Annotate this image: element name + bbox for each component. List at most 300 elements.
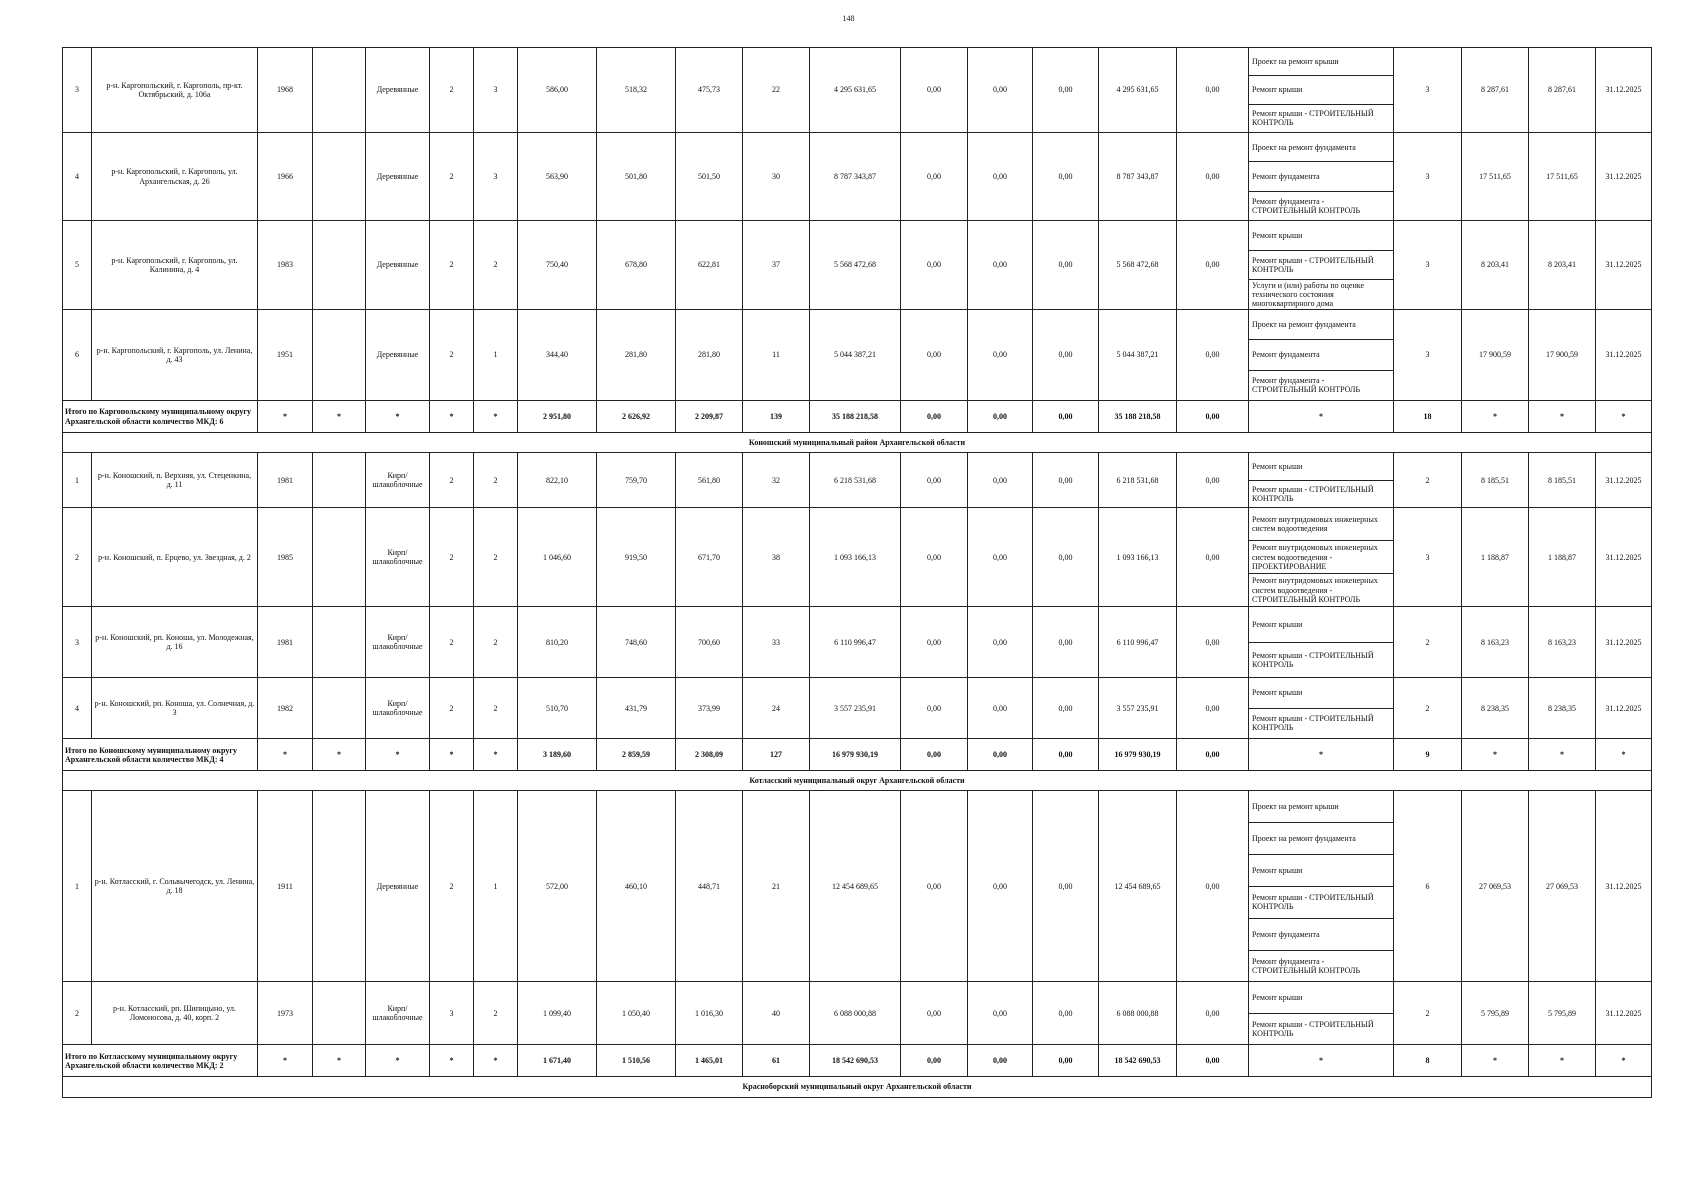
cell-year2 — [313, 982, 366, 1045]
cell-f1: 0,00 — [901, 310, 968, 401]
cell-f1: 0,00 — [901, 508, 968, 607]
cell-residents: 11 — [743, 310, 810, 401]
cell-works-count: 2 — [1394, 982, 1462, 1045]
work-item: Ремонт крыши - СТРОИТЕЛЬНЫЙ КОНТРОЛЬ — [1252, 714, 1374, 733]
cell-area-res: 1 016,30 — [676, 982, 743, 1045]
cell-floors: 2 — [430, 508, 474, 607]
work-item: Ремонт фундамента - СТРОИТЕЛЬНЫЙ КОНТРОЛЬ — [1252, 376, 1361, 395]
work-item: Проект на ремонт фундамента — [1249, 310, 1393, 340]
cell-works-count: 2 — [1394, 607, 1462, 678]
total-s2: * — [313, 1045, 366, 1077]
cell-deadline: 31.12.2025 — [1596, 791, 1652, 982]
section-title: Красноборский муниципальный округ Архангельской области — [63, 1077, 1652, 1097]
works-list — [1249, 221, 1393, 309]
works-list-cell — [1249, 607, 1394, 678]
total-s9: * — [1596, 739, 1652, 771]
total-area-living: 2 859,59 — [597, 739, 676, 771]
cell-entrances: 2 — [474, 982, 518, 1045]
total-f3: 0,00 — [1033, 739, 1099, 771]
total-f5: 0,00 — [1177, 739, 1249, 771]
cell-year2 — [313, 48, 366, 133]
total-s9: * — [1596, 1045, 1652, 1077]
cell-f3: 0,00 — [1033, 221, 1099, 310]
cell-cost: 3 557 235,91 — [810, 678, 901, 739]
cell-f1: 0,00 — [901, 678, 968, 739]
cell-area-total: 344,40 — [518, 310, 597, 401]
cell-f5: 0,00 — [1177, 48, 1249, 133]
cell-unit1: 8 163,23 — [1462, 607, 1529, 678]
work-item: Ремонт фундамента - СТРОИТЕЛЬНЫЙ КОНТРОЛЬ — [1252, 196, 1361, 215]
total-f1: 0,00 — [901, 1045, 968, 1077]
cell-entrances: 3 — [474, 48, 518, 133]
work-item: Ремонт фундамента — [1249, 919, 1393, 951]
cell-year: 1981 — [258, 453, 313, 508]
works-list — [1249, 982, 1393, 1044]
total-own: 18 542 690,53 — [1099, 1045, 1177, 1077]
work-item: Услуги и (или) работы по оценке технического состояния многоквартирного дома — [1252, 280, 1364, 309]
total-s5: * — [474, 401, 518, 433]
cell-area-total: 1 046,60 — [518, 508, 597, 607]
total-area-res: 2 308,09 — [676, 739, 743, 771]
cell-cost: 5 044 387,21 — [810, 310, 901, 401]
total-s2: * — [313, 401, 366, 433]
total-row — [63, 401, 1652, 433]
total-s6: * — [1249, 401, 1394, 433]
total-s1: * — [258, 401, 313, 433]
total-s1: * — [258, 739, 313, 771]
cell-f1: 0,00 — [901, 607, 968, 678]
work-item: Ремонт фундамента — [1249, 340, 1393, 370]
total-s8: * — [1529, 401, 1596, 433]
cell-n: 6 — [63, 310, 92, 401]
total-s8: * — [1529, 1045, 1596, 1077]
cell-f2: 0,00 — [968, 310, 1033, 401]
cell-unit2: 8 163,23 — [1529, 607, 1596, 678]
work-item: Ремонт крыши — [1249, 855, 1393, 887]
total-s7: * — [1462, 1045, 1529, 1077]
cell-wall: Деревянные — [366, 221, 430, 310]
total-s7: * — [1462, 739, 1529, 771]
work-item: Ремонт фундамента - СТРОИТЕЛЬНЫЙ КОНТРОЛЬ — [1252, 956, 1361, 975]
cell-own: 5 568 472,68 — [1099, 221, 1177, 310]
total-s2: * — [313, 739, 366, 771]
total-s9: * — [1596, 401, 1652, 433]
cell-unit2: 17 511,65 — [1529, 133, 1596, 221]
cell-n: 5 — [63, 221, 92, 310]
works-list-cell — [1249, 48, 1394, 133]
cell-year: 1911 — [258, 791, 313, 982]
table-row — [63, 982, 1652, 1045]
cell-unit2: 17 900,59 — [1529, 310, 1596, 401]
table-row — [63, 678, 1652, 739]
cell-area-res: 671,70 — [676, 508, 743, 607]
cell-works-count: 2 — [1394, 678, 1462, 739]
cell-works-count: 3 — [1394, 48, 1462, 133]
cell-cost: 6 110 996,47 — [810, 607, 901, 678]
cell-f3: 0,00 — [1033, 133, 1099, 221]
cell-own: 6 110 996,47 — [1099, 607, 1177, 678]
total-f3: 0,00 — [1033, 1045, 1099, 1077]
cell-own: 3 557 235,91 — [1099, 678, 1177, 739]
total-own: 16 979 930,19 — [1099, 739, 1177, 771]
works-list — [1249, 310, 1393, 400]
cell-f3: 0,00 — [1033, 791, 1099, 982]
work-item: Ремонт крыши — [1249, 221, 1393, 251]
total-s3: * — [366, 1045, 430, 1077]
cell-f5: 0,00 — [1177, 508, 1249, 607]
cell-own: 4 295 631,65 — [1099, 48, 1177, 133]
total-s5: * — [474, 739, 518, 771]
cell-area-res: 700,60 — [676, 607, 743, 678]
works-list-cell — [1249, 791, 1394, 982]
cell-works-count: 3 — [1394, 221, 1462, 310]
section-header-row — [63, 771, 1652, 791]
total-f2: 0,00 — [968, 1045, 1033, 1077]
work-item: Ремонт крыши - СТРОИТЕЛЬНЫЙ КОНТРОЛЬ — [1249, 887, 1393, 919]
cell-unit2: 8 185,51 — [1529, 453, 1596, 508]
cell-f5: 0,00 — [1177, 791, 1249, 982]
total-area-living: 2 626,92 — [597, 401, 676, 433]
cell-f1: 0,00 — [901, 791, 968, 982]
total-row — [63, 739, 1652, 771]
works-list-cell — [1249, 310, 1394, 401]
cell-entrances: 2 — [474, 607, 518, 678]
cell-year: 1968 — [258, 48, 313, 133]
cell-area-living: 678,80 — [597, 221, 676, 310]
total-f1: 0,00 — [901, 401, 968, 433]
cell-area-living: 1 050,40 — [597, 982, 676, 1045]
cell-n: 2 — [63, 508, 92, 607]
work-item: Ремонт внутридомовых инженерных систем водоотведения - ПРОЕКТИРОВАНИЕ — [1249, 541, 1393, 574]
total-cost: 18 542 690,53 — [810, 1045, 901, 1077]
works-list — [1249, 678, 1393, 738]
cell-unit1: 5 795,89 — [1462, 982, 1529, 1045]
table-row — [63, 221, 1652, 310]
total-s4: * — [430, 401, 474, 433]
cell-f5: 0,00 — [1177, 607, 1249, 678]
table-row — [63, 133, 1652, 221]
table-body — [63, 48, 1652, 1098]
works-list — [1249, 607, 1393, 677]
works-list — [1249, 508, 1393, 606]
total-f2: 0,00 — [968, 739, 1033, 771]
cell-f3: 0,00 — [1033, 48, 1099, 133]
cell-area-res: 622,81 — [676, 221, 743, 310]
total-label: Итого по Котласскому муниципальному округу Архангельской области количество МКД: 2 — [63, 1045, 258, 1077]
cell-unit2: 27 069,53 — [1529, 791, 1596, 982]
total-works-count: 8 — [1394, 1045, 1462, 1077]
cell-f3: 0,00 — [1033, 508, 1099, 607]
cell-unit1: 8 287,61 — [1462, 48, 1529, 133]
works-list-cell — [1249, 508, 1394, 607]
cell-floors: 2 — [430, 453, 474, 508]
cell-unit1: 17 511,65 — [1462, 133, 1529, 221]
cell-f5: 0,00 — [1177, 310, 1249, 401]
cell-unit1: 8 238,35 — [1462, 678, 1529, 739]
cell-floors: 2 — [430, 310, 474, 401]
table-row — [63, 453, 1652, 508]
cell-f2: 0,00 — [968, 791, 1033, 982]
work-item: Ремонт фундамента — [1249, 162, 1393, 191]
table-row — [63, 48, 1652, 133]
cell-works-count: 2 — [1394, 453, 1462, 508]
cell-entrances: 1 — [474, 310, 518, 401]
cell-area-res: 475,73 — [676, 48, 743, 133]
cell-wall: Деревянные — [366, 310, 430, 401]
cell-address: р-н. Котласский, рп. Шипицыно, ул. Ломоносова, д. 40, корп. 2 — [92, 982, 258, 1045]
cell-f1: 0,00 — [901, 982, 968, 1045]
cell-f1: 0,00 — [901, 221, 968, 310]
cell-year2 — [313, 133, 366, 221]
cell-year2 — [313, 221, 366, 310]
work-item: Проект на ремонт крыши — [1249, 48, 1393, 76]
cell-unit2: 8 287,61 — [1529, 48, 1596, 133]
work-item: Ремонт крыши - СТРОИТЕЛЬНЫЙ КОНТРОЛЬ — [1252, 650, 1374, 669]
cell-unit2: 8 203,41 — [1529, 221, 1596, 310]
cell-works-count: 3 — [1394, 133, 1462, 221]
cell-cost: 4 295 631,65 — [810, 48, 901, 133]
cell-year2 — [313, 607, 366, 678]
work-item: Ремонт крыши — [1249, 76, 1393, 104]
cell-entrances: 2 — [474, 221, 518, 310]
cell-residents: 24 — [743, 678, 810, 739]
cell-residents: 33 — [743, 607, 810, 678]
cell-f3: 0,00 — [1033, 678, 1099, 739]
total-area-total: 1 671,40 — [518, 1045, 597, 1077]
total-f5: 0,00 — [1177, 401, 1249, 433]
cell-area-res: 501,50 — [676, 133, 743, 221]
cell-unit1: 8 203,41 — [1462, 221, 1529, 310]
cell-own: 12 454 689,65 — [1099, 791, 1177, 982]
cell-f3: 0,00 — [1033, 453, 1099, 508]
cell-unit2: 8 238,35 — [1529, 678, 1596, 739]
total-area-total: 3 189,60 — [518, 739, 597, 771]
cell-area-living: 518,32 — [597, 48, 676, 133]
cell-area-total: 810,20 — [518, 607, 597, 678]
cell-n: 2 — [63, 982, 92, 1045]
section-header-row — [63, 433, 1652, 453]
cell-own: 6 088 000,88 — [1099, 982, 1177, 1045]
cell-year2 — [313, 678, 366, 739]
cell-floors: 2 — [430, 133, 474, 221]
cell-year2 — [313, 791, 366, 982]
total-works-count: 18 — [1394, 401, 1462, 433]
total-s7: * — [1462, 401, 1529, 433]
cell-year: 1973 — [258, 982, 313, 1045]
cell-wall: Кирп/шлакоблочные — [366, 508, 430, 607]
total-s6: * — [1249, 739, 1394, 771]
cell-unit1: 8 185,51 — [1462, 453, 1529, 508]
total-label: Итого по Коношскому муниципальному округу Архангельской области количество МКД: 4 — [63, 739, 258, 771]
work-item: Ремонт крыши - СТРОИТЕЛЬНЫЙ КОНТРОЛЬ — [1252, 109, 1374, 128]
cell-year: 1982 — [258, 678, 313, 739]
work-item: Ремонт крыши - СТРОИТЕЛЬНЫЙ КОНТРОЛЬ — [1252, 1019, 1374, 1039]
cell-area-living: 501,80 — [597, 133, 676, 221]
cell-own: 1 093 166,13 — [1099, 508, 1177, 607]
total-s3: * — [366, 739, 430, 771]
section-title: Коношский муниципальный район Архангельской области — [63, 433, 1652, 453]
total-cost: 35 188 218,58 — [810, 401, 901, 433]
cell-floors: 2 — [430, 678, 474, 739]
works-list-cell — [1249, 982, 1394, 1045]
cell-wall: Деревянные — [366, 791, 430, 982]
total-s4: * — [430, 1045, 474, 1077]
cell-deadline: 31.12.2025 — [1596, 678, 1652, 739]
cell-address: р-н. Каргопольский, г. Каргополь, ул. Архангельская, д. 26 — [92, 133, 258, 221]
cell-year2 — [313, 508, 366, 607]
cell-f1: 0,00 — [901, 48, 968, 133]
cell-deadline: 31.12.2025 — [1596, 221, 1652, 310]
cell-works-count: 6 — [1394, 791, 1462, 982]
cell-address: р-н. Каргопольский, г. Каргополь, пр-кт. Октябрьский, д. 106а — [92, 48, 258, 133]
cell-f5: 0,00 — [1177, 221, 1249, 310]
cell-address: р-н. Котласский, г. Сольвычегодск, ул. Ленина, д. 18 — [92, 791, 258, 982]
total-f1: 0,00 — [901, 739, 968, 771]
total-f3: 0,00 — [1033, 401, 1099, 433]
cell-n: 3 — [63, 48, 92, 133]
cell-unit1: 1 188,87 — [1462, 508, 1529, 607]
cell-wall: Деревянные — [366, 48, 430, 133]
total-works-count: 9 — [1394, 739, 1462, 771]
cell-year: 1951 — [258, 310, 313, 401]
cell-address: р-н. Каргопольский, г. Каргополь, ул. Калинина, д. 4 — [92, 221, 258, 310]
cell-wall: Кирп/шлакоблочные — [366, 453, 430, 508]
cell-address: р-н. Коношский, п. Ерцево, ул. Звездная, д. 2 — [92, 508, 258, 607]
cell-f2: 0,00 — [968, 678, 1033, 739]
total-s3: * — [366, 401, 430, 433]
cell-year: 1983 — [258, 221, 313, 310]
works-list-cell — [1249, 678, 1394, 739]
work-item: Ремонт крыши - СТРОИТЕЛЬНЫЙ КОНТРОЛЬ — [1249, 251, 1393, 281]
cell-cost: 6 218 531,68 — [810, 453, 901, 508]
works-list-cell — [1249, 133, 1394, 221]
work-item: Ремонт крыши — [1249, 678, 1393, 709]
table-row — [63, 791, 1652, 982]
work-item: Ремонт крыши — [1249, 982, 1393, 1014]
cell-f3: 0,00 — [1033, 310, 1099, 401]
cell-wall: Кирп/шлакоблочные — [366, 607, 430, 678]
work-item: Проект на ремонт крыши — [1249, 791, 1393, 823]
cell-area-res: 373,99 — [676, 678, 743, 739]
cell-area-total: 563,90 — [518, 133, 597, 221]
works-list — [1249, 48, 1393, 132]
cell-deadline: 31.12.2025 — [1596, 508, 1652, 607]
cell-area-total: 586,00 — [518, 48, 597, 133]
cell-floors: 3 — [430, 982, 474, 1045]
work-item: Ремонт крыши - СТРОИТЕЛЬНЫЙ КОНТРОЛЬ — [1252, 484, 1374, 503]
cell-n: 1 — [63, 791, 92, 982]
cell-area-living: 748,60 — [597, 607, 676, 678]
total-area-total: 2 951,80 — [518, 401, 597, 433]
cell-n: 4 — [63, 133, 92, 221]
cell-f5: 0,00 — [1177, 678, 1249, 739]
total-cost: 16 979 930,19 — [810, 739, 901, 771]
total-s5: * — [474, 1045, 518, 1077]
cell-deadline: 31.12.2025 — [1596, 310, 1652, 401]
cell-wall: Деревянные — [366, 133, 430, 221]
total-s6: * — [1249, 1045, 1394, 1077]
cell-wall: Кирп/шлакоблочные — [366, 982, 430, 1045]
works-list-cell — [1249, 221, 1394, 310]
work-item: Проект на ремонт фундамента — [1249, 823, 1393, 855]
cell-address: р-н. Каргопольский, г. Каргополь, ул. Ленина, д. 43 — [92, 310, 258, 401]
table-row — [63, 310, 1652, 401]
cell-works-count: 3 — [1394, 508, 1462, 607]
cell-unit2: 5 795,89 — [1529, 982, 1596, 1045]
table-row — [63, 508, 1652, 607]
total-f5: 0,00 — [1177, 1045, 1249, 1077]
cell-own: 5 044 387,21 — [1099, 310, 1177, 401]
cell-entrances: 2 — [474, 678, 518, 739]
total-residents: 127 — [743, 739, 810, 771]
cell-f5: 0,00 — [1177, 133, 1249, 221]
table-row — [63, 607, 1652, 678]
work-item: Проект на ремонт фундамента — [1249, 133, 1393, 162]
cell-floors: 2 — [430, 221, 474, 310]
cell-cost: 5 568 472,68 — [810, 221, 901, 310]
works-list-cell — [1249, 453, 1394, 508]
cell-area-living: 431,79 — [597, 678, 676, 739]
total-area-living: 1 510,56 — [597, 1045, 676, 1077]
cell-unit2: 1 188,87 — [1529, 508, 1596, 607]
cell-year: 1966 — [258, 133, 313, 221]
cell-f2: 0,00 — [968, 453, 1033, 508]
section-title: Котласский муниципальный округ Архангельской области — [63, 771, 1652, 791]
page-number: 148 — [842, 14, 855, 23]
total-residents: 61 — [743, 1045, 810, 1077]
cell-area-res: 281,80 — [676, 310, 743, 401]
cell-deadline: 31.12.2025 — [1596, 48, 1652, 133]
cell-entrances: 3 — [474, 133, 518, 221]
cell-address: р-н. Коношский, рп. Коноша, ул. Молодежная, д. 16 — [92, 607, 258, 678]
works-list — [1249, 453, 1393, 507]
section-header-row — [63, 1077, 1652, 1097]
cell-f1: 0,00 — [901, 133, 968, 221]
cell-entrances: 2 — [474, 453, 518, 508]
work-item: Ремонт внутридомовых инженерных систем водоотведения - СТРОИТЕЛЬНЫЙ КОНТРОЛЬ — [1252, 576, 1378, 604]
cell-area-living: 919,50 — [597, 508, 676, 607]
cell-area-res: 448,71 — [676, 791, 743, 982]
total-s8: * — [1529, 739, 1596, 771]
cell-f2: 0,00 — [968, 221, 1033, 310]
cell-address: р-н. Коношский, рп. Коноша, ул. Солнечная, д. 3 — [92, 678, 258, 739]
cell-residents: 32 — [743, 453, 810, 508]
work-item: Ремонт крыши — [1249, 607, 1393, 643]
cell-f3: 0,00 — [1033, 982, 1099, 1045]
total-f2: 0,00 — [968, 401, 1033, 433]
cell-area-res: 561,80 — [676, 453, 743, 508]
total-row — [63, 1045, 1652, 1077]
cell-own: 6 218 531,68 — [1099, 453, 1177, 508]
cell-entrances: 1 — [474, 791, 518, 982]
cell-n: 3 — [63, 607, 92, 678]
works-list — [1249, 791, 1393, 981]
cell-works-count: 3 — [1394, 310, 1462, 401]
cell-area-living: 759,70 — [597, 453, 676, 508]
cell-area-total: 510,70 — [518, 678, 597, 739]
work-item: Ремонт крыши — [1249, 453, 1393, 481]
cell-residents: 21 — [743, 791, 810, 982]
cell-f5: 0,00 — [1177, 982, 1249, 1045]
cell-area-total: 1 099,40 — [518, 982, 597, 1045]
cell-f5: 0,00 — [1177, 453, 1249, 508]
cell-area-total: 822,10 — [518, 453, 597, 508]
cell-f2: 0,00 — [968, 982, 1033, 1045]
cell-deadline: 31.12.2025 — [1596, 453, 1652, 508]
cell-floors: 2 — [430, 791, 474, 982]
cell-residents: 30 — [743, 133, 810, 221]
cell-area-total: 750,40 — [518, 221, 597, 310]
